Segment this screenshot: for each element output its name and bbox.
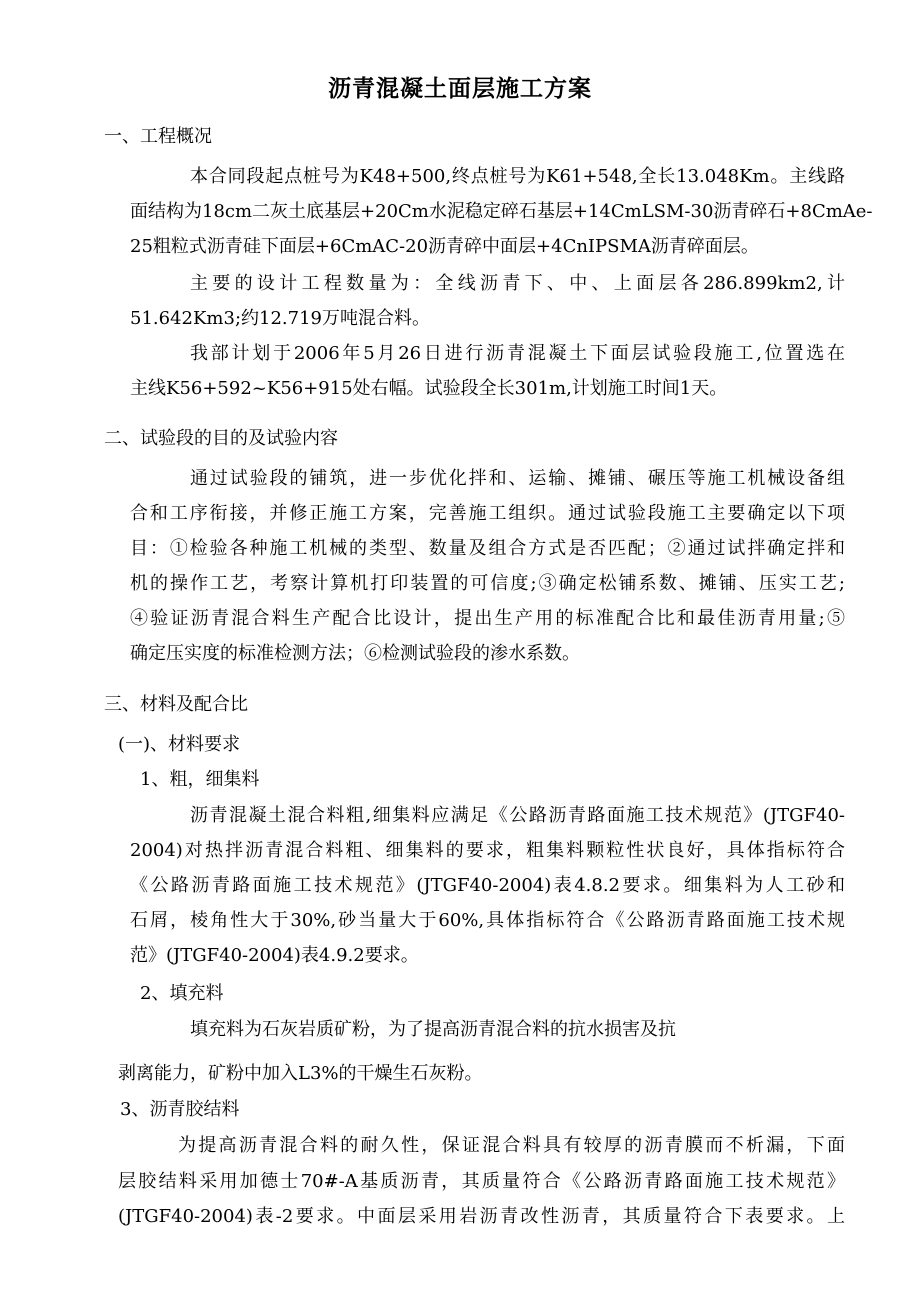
paragraph-line: 通过试验段的铺筑，进一步优化拌和、运输、摊铺、碾压等施工机械设备组 bbox=[190, 468, 845, 489]
paragraph-line: ④验证沥青混合料生产配合比设计，提出生产用的标准配合比和最佳沥青用量;⑤ bbox=[130, 608, 845, 629]
paragraph-line: 主线K56+592~K56+915处右幅。试验段全长301m,计划施工时间1天。 bbox=[130, 378, 728, 399]
document-title: 沥青混凝土面层施工方案 bbox=[328, 75, 592, 102]
item-heading: 1、粗，细集料 bbox=[140, 769, 260, 790]
section-2-heading: 二、试验段的目的及试验内容 bbox=[104, 428, 338, 449]
paragraph-line: 为提高沥青混合料的耐久性，保证混合料具有较厚的沥青膜而不析漏，下面 bbox=[178, 1135, 845, 1156]
paragraph-line: 25粗粒式沥青硅下面层+6CmAC-20沥青碎中面层+4CnIPSMA沥青碎面层。 bbox=[130, 236, 759, 257]
paragraph-line: 填充料为石灰岩质矿粉，为了提高沥青混合料的抗水损害及抗 bbox=[190, 1019, 676, 1040]
paragraph-line: 合和工序衔接，并修正施工方案，完善施工组织。通过试验段施工主要确定以下项 bbox=[130, 503, 845, 524]
paragraph-line: 范》(JTGF40-2004)表4.9.2要求。 bbox=[130, 945, 419, 966]
paragraph-line: 层胶结料采用加德士70#-A基质沥青，其质量符合《公路沥青路面施工技术规范》 bbox=[118, 1171, 845, 1192]
paragraph-line: 面结构为18cm二灰土底基层+20Cm水泥稳定碎石基层+14CmLSM-30沥青碎石+8CmAe- bbox=[130, 201, 873, 222]
paragraph-line: 目：①检验各种施工机械的类型、数量及组合方式是否匹配；②通过试拌确定拌和 bbox=[130, 538, 845, 559]
paragraph-line: 确定压实度的标准检测方法；⑥检测试验段的渗水系数。 bbox=[130, 643, 580, 664]
paragraph-line: 《公路沥青路面施工技术规范》(JTGF40-2004)表4.8.2要求。细集料为人工砂和 bbox=[130, 875, 845, 896]
paragraph-line: 主要的设计工程数量为：全线沥青下、中、上面层各286.899km2,计 bbox=[190, 273, 845, 294]
paragraph-line: 2004)对热拌沥青混合料粗、细集料的要求，粗集料颗粒性状良好，具体指标符合 bbox=[130, 840, 845, 861]
paragraph-line: 沥青混凝土混合料粗,细集料应满足《公路沥青路面施工技术规范》(JTGF40- bbox=[190, 805, 845, 826]
paragraph-line: 剥离能力，矿粉中加入L3%的干燥生石灰粉。 bbox=[118, 1063, 483, 1084]
paragraph-line: 石屑，棱角性大于30%,砂当量大于60%,具体指标符合《公路沥青路面施工技术规 bbox=[130, 910, 845, 931]
section-1-heading: 一、工程概况 bbox=[104, 126, 212, 147]
paragraph-line: 51.642Km3;约12.719万吨混合料。 bbox=[130, 308, 430, 329]
subsection-heading: (一)、材料要求 bbox=[118, 734, 241, 755]
item-heading: 3、沥青胶结料 bbox=[120, 1099, 240, 1120]
paragraph-line: 机的操作工艺，考察计算机打印装置的可信度;③确定松铺系数、摊铺、压实工艺; bbox=[130, 573, 845, 594]
paragraph-line: 我部计划于2006年5月26日进行沥青混凝土下面层试验段施工,位置选在 bbox=[190, 343, 845, 364]
item-heading: 2、填充料 bbox=[140, 983, 224, 1004]
paragraph-line: (JTGF40-2004)表-2要求。中面层采用岩沥青改性沥青，其质量符合下表要求。上 bbox=[118, 1206, 845, 1227]
paragraph-line: 本合同段起点桩号为K48+500,终点桩号为K61+548,全长13.048Km。主线路 bbox=[190, 166, 845, 187]
section-3-heading: 三、材料及配合比 bbox=[104, 694, 248, 715]
